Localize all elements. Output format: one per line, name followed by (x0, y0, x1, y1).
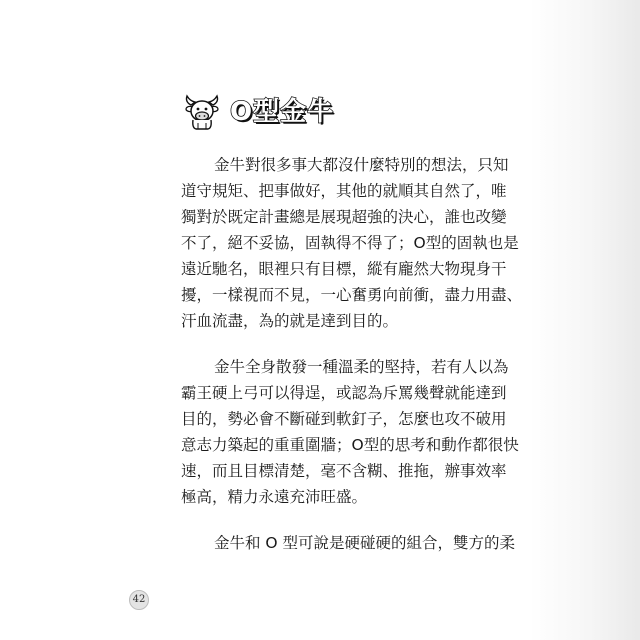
text-line: 遠近馳名，眼裡只有目標，縱有龐然大物現身干 (181, 260, 507, 278)
text-line: 汗血流盡，為的就是達到目的。 (181, 312, 399, 330)
paragraph-2 (181, 354, 519, 510)
text-line: 獨對於既定計畫總是展現超強的決心，誰也改變 (181, 208, 507, 226)
text-line: 意志力築起的重重圍牆；O型的思考和動作都很快 (181, 436, 519, 454)
text-line: 霸王硬上弓可以得逞，或認為斥罵幾聲就能達到 (181, 384, 507, 402)
body-text (181, 152, 523, 576)
text-line: 極高，精力永遠充沛旺盛。 (181, 488, 368, 506)
page-edge-shadow (530, 0, 640, 640)
text-line: 不了，絕不妥協，固執得不得了；O型的固執也是 (181, 234, 519, 252)
paragraph-3 (181, 530, 516, 556)
text-line: 金牛全身散發一種溫柔的堅持，若有人以為 (214, 358, 509, 376)
text-line: 目的，勢必會不斷碰到軟釘子，怎麼也攻不破用 (181, 410, 507, 428)
text-line: 道守規矩、把事做好，其他的就順其自然了，唯 (181, 182, 507, 200)
section-title: O型金牛 (230, 97, 335, 127)
text-line: 擾，一樣視而不見，一心奮勇向前衝，盡力用盡、 (181, 286, 523, 304)
bull-icon (182, 93, 222, 131)
text-line: 速，而且目標清楚，毫不含糊、推拖，辦事效率 (181, 462, 507, 480)
text-line: 金牛和 O 型可說是硬碰硬的組合，雙方的柔 (214, 534, 516, 552)
page-number-badge: 42 (129, 590, 149, 610)
section-heading (182, 92, 334, 132)
paragraph-1 (181, 152, 523, 334)
text-line: 金牛對很多事大都沒什麼特別的想法，只知 (214, 156, 509, 174)
